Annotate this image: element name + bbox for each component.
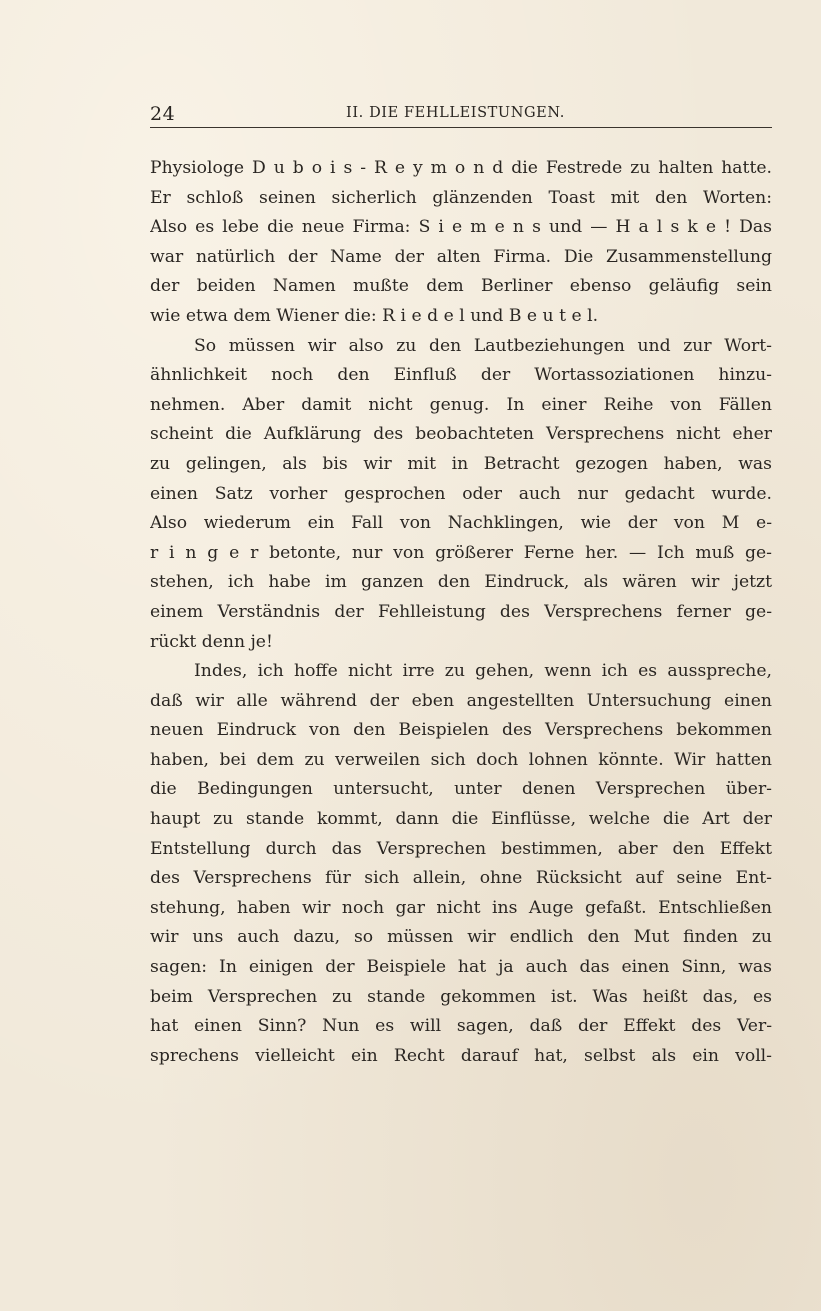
text-line: Physiologe D u b o i s - R e y m o n d die Festrede zu halten hatte. <box>150 158 772 178</box>
text-line: ähnlichkeit noch den Einfluß der Wortassoziationen hinzu- <box>150 365 772 386</box>
text-line: haben, bei dem zu verweilen sich doch lohnen könnte. Wir hatten <box>150 749 772 770</box>
text-line: Entstellung durch das Versprechen bestimmen, aber den Effekt <box>150 838 772 859</box>
text-line: So müssen wir also zu den Lautbeziehungen und zur Wort- <box>194 335 772 356</box>
text-line: einem Verständnis der Fehlleistung des Versprechens ferner ge- <box>150 601 772 622</box>
text-line: wie etwa dem Wiener die: R i e d e l und B e u t e l. <box>150 305 599 326</box>
text-line: rückt denn je! <box>150 631 273 652</box>
page-number: 24 <box>150 103 176 125</box>
text-line: stehung, haben wir noch gar nicht ins Auge gefaßt. Entschließen <box>150 897 772 918</box>
text-line: neuen Eindruck von den Beispielen des Versprechens bekommen <box>150 720 772 741</box>
text-line: zu gelingen, als bis wir mit in Betracht gezogen haben, was <box>150 453 772 474</box>
running-head: II. DIE FEHLLEISTUNGEN. <box>346 105 565 121</box>
text-line: sagen: In einigen der Beispiele hat ja auch das einen Sinn, was <box>150 957 772 978</box>
body-text <box>150 154 772 1071</box>
text-line: haupt zu stande kommt, dann die Einflüsse, welche die Art der <box>150 809 772 830</box>
text-line: des Versprechens für sich allein, ohne Rücksicht auf seine Ent- <box>150 868 772 889</box>
text-line: Also wiederum ein Fall von Nachklingen, wie der von M e- <box>150 513 772 534</box>
text-line: wir uns auch dazu, so müssen wir endlich den Mut finden zu <box>150 927 772 948</box>
text-line: beim Versprechen zu stande gekommen ist. Was heißt das, es <box>150 986 772 1007</box>
text-line: die Bedingungen untersucht, unter denen Versprechen über- <box>150 779 772 800</box>
text-line: r i n g e r betonte, nur von größerer Ferne her. — Ich muß ge- <box>150 542 772 563</box>
text-line: war natürlich der Name der alten Firma. Die Zusammenstellung <box>150 246 772 267</box>
text-line: sprechens vielleicht ein Recht darauf hat, selbst als ein voll- <box>150 1045 772 1066</box>
text-line: hat einen Sinn? Nun es will sagen, daß der Effekt des Ver- <box>150 1016 772 1037</box>
text-line: scheint die Aufklärung des beobachteten Versprechens nicht eher <box>150 424 772 445</box>
text-line: der beiden Namen mußte dem Berliner ebenso geläufig sein <box>150 276 772 297</box>
text-line: stehen, ich habe im ganzen den Eindruck, als wären wir jetzt <box>150 572 772 593</box>
text-line: Indes, ich hoffe nicht irre zu gehen, wenn ich es ausspreche, <box>194 661 772 682</box>
text-line: einen Satz vorher gesprochen oder auch nur gedacht wurde. <box>150 483 772 504</box>
text-line: nehmen. Aber damit nicht genug. In einer Reihe von Fällen <box>150 394 772 415</box>
text-line: Also es lebe die neue Firma: S i e m e n s und — H a l s k e ! Das <box>150 217 772 238</box>
page-header <box>150 101 772 128</box>
text-line: Er schloß seinen sicherlich glänzenden Toast mit den Worten: <box>150 187 772 208</box>
text-line: daß wir alle während der eben angestellten Untersuchung einen <box>150 690 772 711</box>
